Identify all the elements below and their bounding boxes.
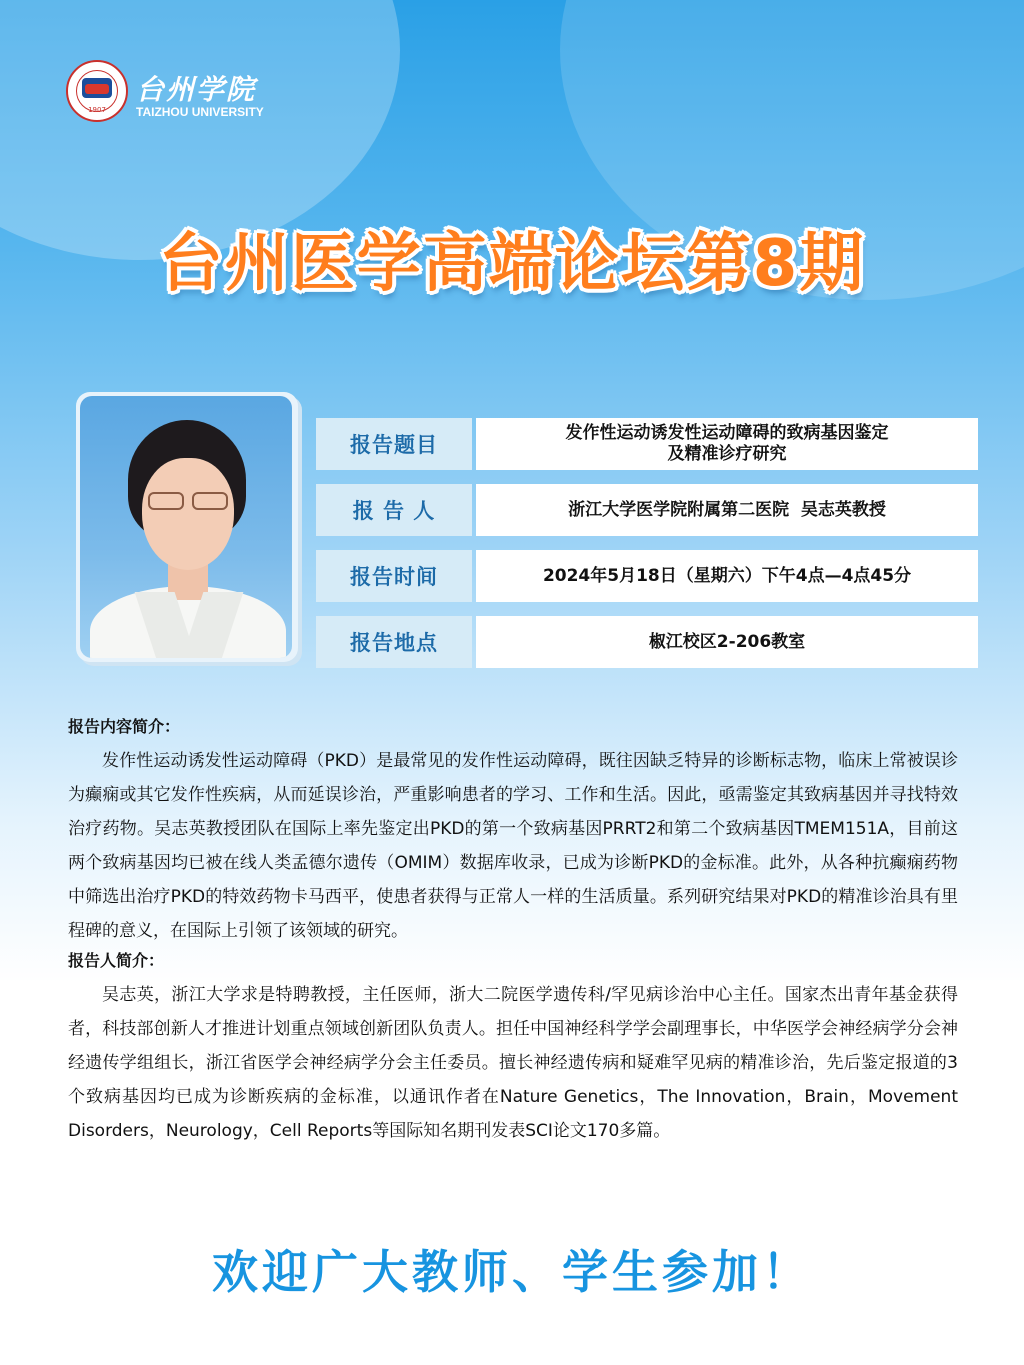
info-row-location — [316, 616, 978, 668]
info-row-topic — [316, 418, 978, 470]
info-value-topic — [476, 418, 978, 470]
university-logo — [66, 60, 296, 126]
info-label-topic: 报告题目 — [316, 418, 472, 470]
info-row-speaker — [316, 484, 978, 536]
university-seal-icon — [66, 60, 128, 122]
bio-section — [68, 944, 958, 1148]
seal-year: 1907 — [88, 106, 106, 114]
university-name-en: TAIZHOU UNIVERSITY — [136, 105, 264, 119]
speaker-photo — [80, 396, 292, 658]
info-label-time: 报告时间 — [316, 550, 472, 602]
info-row-time — [316, 550, 978, 602]
poster-title: 台州医学高端论坛第8期 — [158, 227, 866, 301]
abstract-section — [68, 710, 958, 948]
topic-line-1: 发作性运动诱发性运动障碍的致病基因鉴定 — [565, 423, 889, 443]
info-label-speaker: 报 告 人 — [316, 484, 472, 536]
bio-text: 吴志英，浙江大学求是特聘教授，主任医师，浙大二院医学遗传科/罕见病诊治中心主任。国家杰出青年基金获得者，科技部创新人才推进计划重点领域创新团队负责人。担任中国神经科学学会副理事长，中华医学会神经病学分会神经遗传学组组长，浙江省医学会神经病学分会主任委员。擅长神经遗传病和疑难罕见病的精准诊治，先后鉴定报道的3个致病基因均已成为诊断疾病的金标准，以通讯作者在Nature Genetics，The Innovation，Brain，Movement Disorders，Neurology，Cell Reports等国际知名期刊发表SCI论文170多篇。 — [68, 985, 958, 1141]
info-label-location: 报告地点 — [316, 616, 472, 668]
welcome-banner: 欢迎广大教师、学生参加！ — [212, 1245, 812, 1299]
info-value-speaker: 浙江大学医学院附属第二医院 吴志英教授 — [476, 484, 978, 536]
info-value-location: 椒江校区2-206教室 — [476, 616, 978, 668]
speaker-photo-frame — [76, 392, 298, 662]
info-value-time: 2024年5月18日（星期六）下午4点—4点45分 — [476, 550, 978, 602]
abstract-title: 报告内容简介： — [68, 717, 181, 736]
abstract-text: 发作性运动诱发性运动障碍（PKD）是最常见的发作性运动障碍，既往因缺乏特异的诊断标志物，临床上常被误诊为癫痫或其它发作性疾病，从而延误诊治，严重影响患者的学习、工作和生活。因此，亟需鉴定其致病基因并寻找特效治疗药物。吴志英教授团队在国际上率先鉴定出PKD的第一个致病基因PRRT2和第二个致病基因TMEM151A，目前这两个致病基因均已被在线人类孟德尔遗传（OMIM）数据库收录，已成为诊断PKD的金标准。此外，从各种抗癫痫药物中筛选出治疗PKD的特效药物卡马西平，使患者获得与正常人一样的生活质量。系列研究结果对PKD的精准诊治具有里程碑的意义，在国际上引领了该领域的研究。 — [68, 751, 958, 941]
topic-line-2: 及精准诊疗研究 — [667, 444, 787, 464]
bio-title: 报告人简介： — [68, 951, 165, 970]
university-name-cn: 台州学院 — [136, 73, 257, 106]
